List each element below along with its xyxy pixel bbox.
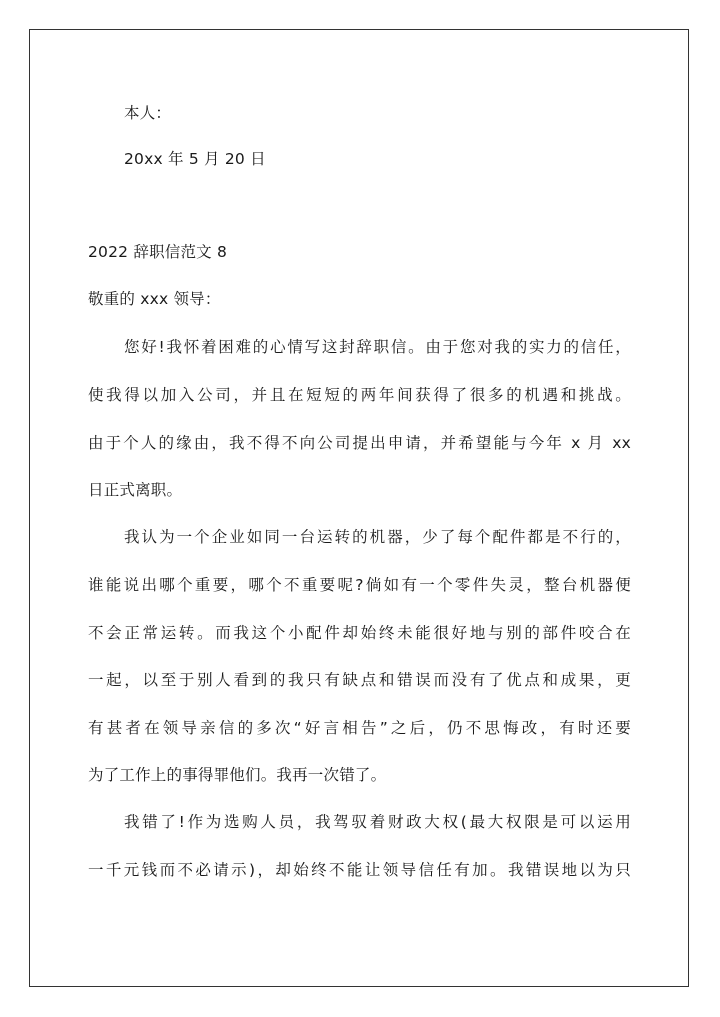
body-line: 我错了!作为选购人员，我驾驭着财政大权(最大权限是可以运用 (124, 813, 631, 831)
body-line: 有甚者在领导亲信的多次“好言相告”之后，仍不思悔改，有时还要 (88, 719, 631, 737)
page-border (29, 29, 689, 987)
body-line: 由于个人的缘由，我不得不向公司提出申请，并希望能与今年 x 月 xx (88, 434, 631, 452)
body-line: 一千元钱而不必请示)，却始终不能让领导信任有加。我错误地以为只 (88, 861, 631, 879)
letter-salutation: 敬重的 xxx 领导： (88, 290, 221, 308)
body-line: 使我得以加入公司，并且在短短的两年间获得了很多的机遇和挑战。 (88, 386, 631, 404)
body-line: 为了工作上的事得罪他们。我再一次错了。 (88, 766, 387, 784)
letter-title: 2022 辞职信范文 8 (88, 243, 228, 261)
body-line: 一起，以至于别人看到的我只有缺点和错误而没有了优点和成果，更 (88, 671, 631, 689)
signature-date: 20xx 年 5 月 20 日 (124, 150, 266, 168)
body-line: 谁能说出哪个重要，哪个不重要呢?倘如有一个零件失灵，整台机器便 (88, 576, 631, 594)
body-line: 不会正常运转。而我这个小配件却始终未能很好地与别的部件咬合在 (88, 624, 631, 642)
body-line: 日正式离职。 (88, 481, 183, 499)
body-line: 我认为一个企业如同一台运转的机器，少了每个配件都是不行的， (124, 528, 631, 546)
signature-name: 本人： (124, 104, 172, 122)
body-line: 您好!我怀着困难的心情写这封辞职信。由于您对我的实力的信任， (124, 338, 631, 356)
